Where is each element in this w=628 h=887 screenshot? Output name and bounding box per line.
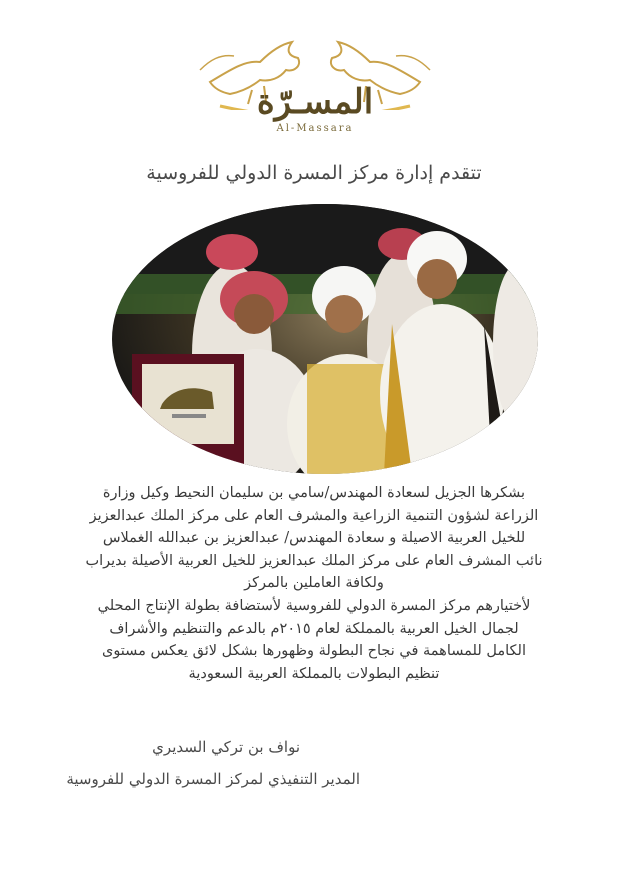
body-line: ولكافة العاملين بالمركز (244, 575, 384, 592)
body-line: الكامل للمساهمة في نجاح البطولة وظهورها بشكل لائق يعكس مستوى (101, 643, 527, 660)
logo-latin-text: Al-Massara (276, 123, 354, 134)
logo-arabic-text: المسـرّة (256, 82, 374, 122)
signature-title: المدير التنفيذي لمركز المسرة الدولي للفروسية (66, 770, 360, 788)
body-line: للخيل العربية الاصيلة و سعادة المهندس/ عبدالعزيز بن عبدالله الغملاس (102, 530, 526, 547)
body-line: الزراعة لشؤون التنمية الزراعية والمشرف العام على مركز الملك عبدالعزيز (89, 507, 539, 524)
signature-name: نواف بن تركي السديري (152, 738, 300, 756)
body-line: نائب المشرف العام على مركز الملك عبدالعزيز للخيل العربية الأصيلة بديراب (85, 552, 543, 569)
body-text (30, 482, 598, 685)
body-line: لأختيارهم مركز المسرة الدولي للفروسية لأستضافة بطولة الإنتاج المحلي (97, 597, 531, 614)
body-line: تنظيم البطولات بالمملكة العربية السعودية (188, 665, 440, 682)
body-line: لجمال الخيل العربية بالمملكة لعام ٢٠١٥م بالدعم والتنظيم والأشراف (109, 620, 519, 637)
award-ceremony-photo (112, 204, 538, 474)
body-line: بشكرها الجزيل لسعادة المهندس/سامي بن سليمان النحيط وكيل وزارة (102, 485, 526, 501)
page-heading: تتقدم إدارة مركز المسرة الدولي للفروسية (146, 162, 482, 184)
logo (190, 30, 440, 140)
